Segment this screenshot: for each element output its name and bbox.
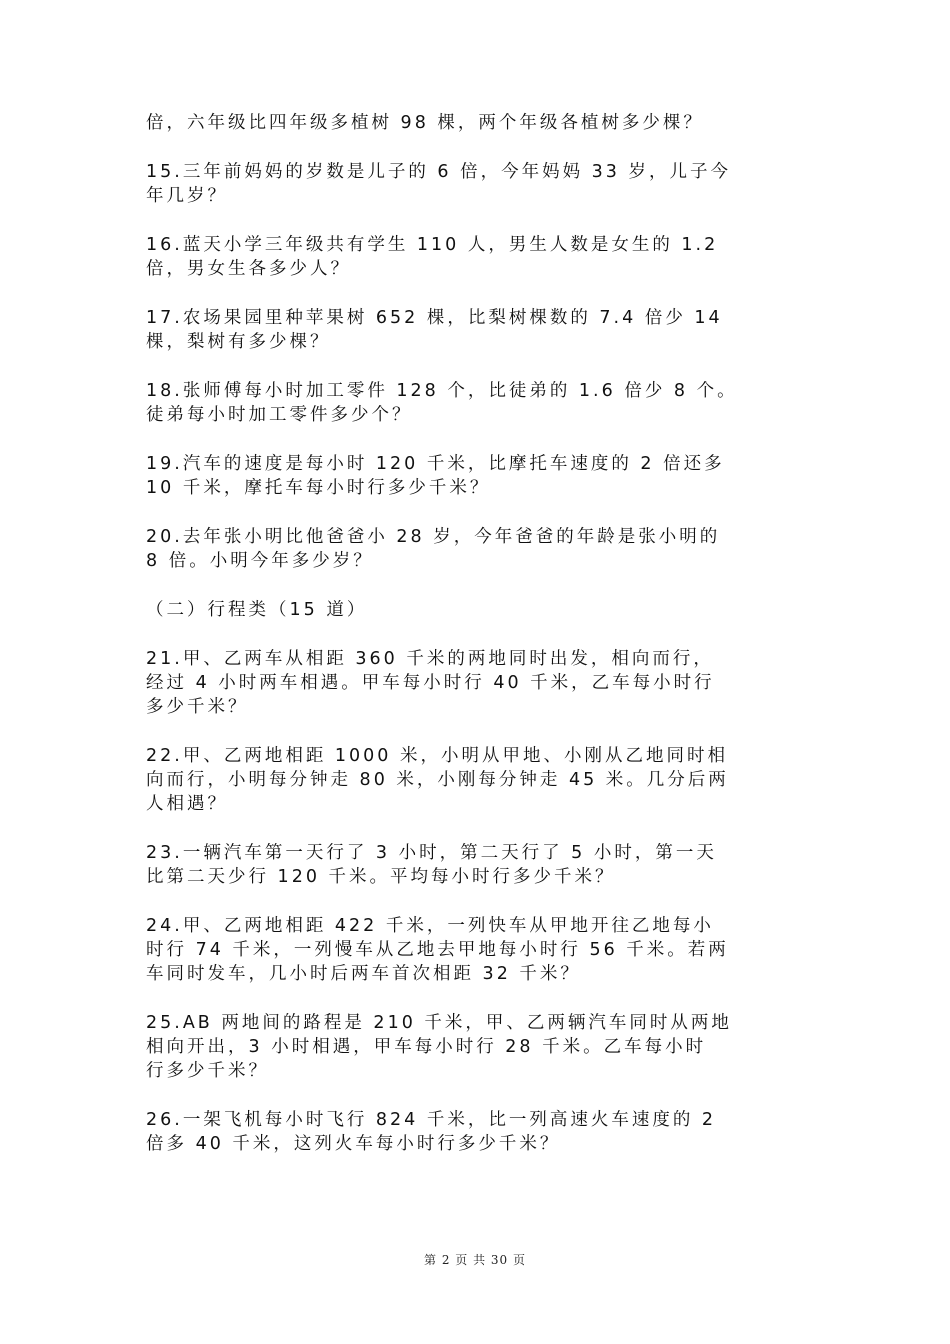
paragraph-line: 棵，梨树有多少棵？ [146, 332, 331, 352]
paragraph-line: 年几岁？ [146, 186, 228, 206]
paragraph-line: 人相遇？ [146, 794, 228, 814]
paragraph-line: 8 倍。小明今年多少岁？ [146, 551, 374, 571]
paragraph-line: 25.AB 两地间的路程是 210 千米，甲、乙两辆汽车同时从两地 [146, 1013, 732, 1033]
problem-paragraph [146, 1011, 808, 1083]
paragraph-line: 徒弟每小时加工零件多少个？ [146, 405, 413, 425]
paragraph-line: 相向开出，3 小时相遇，甲车每小时行 28 千米。乙车每小时 [146, 1037, 707, 1057]
paragraph-line: 倍多 40 千米，这列火车每小时行多少千米？ [146, 1134, 561, 1154]
problem-paragraph [146, 306, 808, 354]
paragraph-line: 向而行，小明每分钟走 80 米，小刚每分钟走 45 米。几分后两 [146, 770, 729, 790]
paragraph-line: 倍，六年级比四年级多植树 98 棵，两个年级各植树多少棵？ [146, 113, 704, 133]
paragraph-line: 车同时发车，几小时后两车首次相距 32 千米？ [146, 964, 581, 984]
paragraph-line: 23.一辆汽车第一天行了 3 小时，第二天行了 5 小时，第一天 [146, 843, 717, 863]
problem-paragraph [146, 379, 808, 427]
problem-paragraph [146, 744, 808, 816]
paragraph-line: 倍，男女生各多少人？ [146, 259, 351, 279]
problem-paragraph [146, 160, 808, 208]
problem-paragraph [146, 598, 808, 622]
paragraph-line: 19.汽车的速度是每小时 120 千米，比摩托车速度的 2 倍还多 [146, 454, 725, 474]
paragraph-line: 18.张师傅每小时加工零件 128 个，比徒弟的 1.6 倍少 8 个。 [146, 381, 738, 401]
problem-paragraph [146, 452, 808, 500]
problem-paragraph [146, 1108, 808, 1156]
paragraph-line: 24.甲、乙两地相距 422 千米，一列快车从甲地开往乙地每小 [146, 916, 714, 936]
problem-paragraph [146, 914, 808, 986]
problem-paragraph [146, 647, 808, 719]
problem-paragraph [146, 233, 808, 281]
paragraph-line: 10 千米，摩托车每小时行多少千米？ [146, 478, 491, 498]
paragraph-line: 经过 4 小时两车相遇。甲车每小时行 40 千米，乙车每小时行 [146, 673, 715, 693]
problem-paragraph [146, 525, 808, 573]
paragraph-line: （二）行程类（15 道） [146, 600, 368, 620]
paragraph-line: 时行 74 千米，一列慢车从乙地去甲地每小时行 56 千米。若两 [146, 940, 729, 960]
paragraph-line: 15.三年前妈妈的岁数是儿子的 6 倍，今年妈妈 33 岁，儿子今 [146, 162, 731, 182]
paragraph-line: 17.农场果园里种苹果树 652 棵，比梨树棵数的 7.4 倍少 14 [146, 308, 723, 328]
paragraph-line: 22.甲、乙两地相距 1000 米，小明从甲地、小刚从乙地同时相 [146, 746, 728, 766]
paragraph-line: 行多少千米？ [146, 1061, 269, 1081]
paragraph-line: 16.蓝天小学三年级共有学生 110 人，男生人数是女生的 1.2 [146, 235, 719, 255]
problem-paragraph [146, 841, 808, 889]
paragraph-line: 21.甲、乙两车从相距 360 千米的两地同时出发，相向而行， [146, 649, 714, 669]
page-content [146, 111, 808, 1181]
paragraph-line: 26.一架飞机每小时飞行 824 千米，比一列高速火车速度的 2 [146, 1110, 717, 1130]
paragraph-line: 比第二天少行 120 千米。平均每小时行多少千米？ [146, 867, 616, 887]
page-footer: 第 2 页 共 30 页 [424, 1253, 526, 1267]
paragraph-line: 20.去年张小明比他爸爸小 28 岁，今年爸爸的年龄是张小明的 [146, 527, 721, 547]
problem-paragraph [146, 111, 808, 135]
paragraph-line: 多少千米？ [146, 697, 249, 717]
